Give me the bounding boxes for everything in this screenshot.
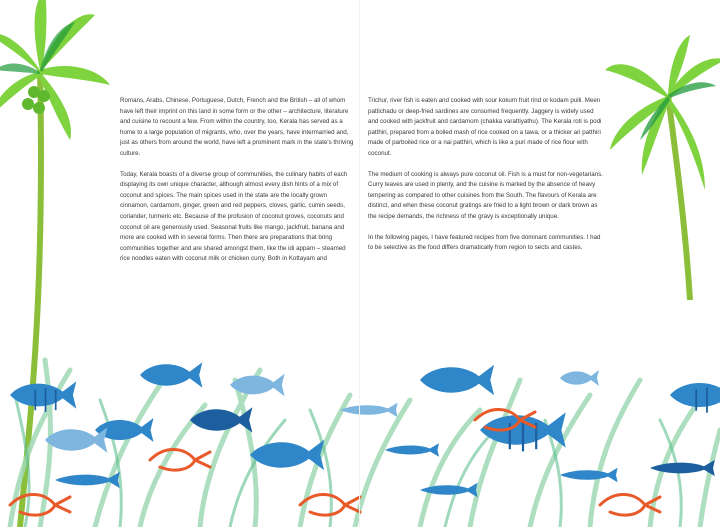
left-paragraph-1: Romans, Arabs, Chinese, Portuguese, Dutch, French and the British – all of whom have left their imprint on this land in some form or the other – architecture, literature and cuisine to recount a few. From within the country, too, Kerala has served as a home to a large population of migrants, who, over the years, have intermarried and, just as others from around the world, have left a prominent mark in the state's thriving culture. bbox=[120, 97, 354, 157]
page-gutter bbox=[359, 0, 360, 527]
right-paragraph-2: The medium of cooking is always pure coconut oil. Fish is a must for non-vegetarians. Curry leaves are used in plenty, and the cuisine is marked by the absence of heavy tempering as compared to other cuisines from the South. The flavours of Kerala are distinct, and when these coconut gratings are fried to a light brown or dark brown as the recipe demands, the richness of the gravy is exceptionally unique. bbox=[368, 170, 603, 220]
right-page-text bbox=[368, 96, 603, 264]
fish-icon bbox=[560, 370, 599, 386]
fish-icon bbox=[670, 381, 720, 410]
left-page-text bbox=[120, 96, 355, 275]
prawn-icon bbox=[10, 494, 70, 515]
palm-tree-right-icon bbox=[605, 35, 720, 300]
right-paragraph-1: Trichur, river fish is eaten and cooked with sour kokum fruit rind or kodam pulli. Meen pattichadu or deep-fried sardines are consumed frequently. Jaggery is widely used and cooked with jackfruit and cardamom (chakka varattiyathu). The Kerala roti is podi patthiri, prepared from a boiled mash of rice cooked on a tawa, or a thicker ari patthiri made of parboiled rice or a nai patthiri, which is like a puri made of rice flour with coconut. bbox=[368, 97, 602, 157]
seagrass-icon bbox=[10, 360, 720, 527]
fish-icon bbox=[560, 468, 618, 482]
fish-icon bbox=[140, 362, 202, 388]
prawn-icon bbox=[150, 449, 210, 470]
fish-icon bbox=[10, 381, 76, 408]
fish-icon bbox=[340, 403, 398, 417]
left-paragraph-2: Today, Kerala boasts of a diverse group of communities, the culinary habits of each displaying its own unique character, although almost every dish hints of a mix of coconut and spices. The main spices used in the state are the locally grown cinnamon, cardamom, ginger, green and red peppers, cloves, garlic, cumin seeds, coriander, turmeric etc. Because of the profusion of coconut groves, coconuts and coconut oil are generously used. Seasonal fruits like mango, jackfruit, banana and more are cooked with in several forms. Then there are preparations that bring communities together and are shared amongst them, like the idi appam – steamed rice noodles eaten with coconut milk or chicken curry. Both in Kottayam and bbox=[120, 170, 348, 263]
fish-icon bbox=[420, 365, 494, 395]
fish-icon bbox=[385, 443, 439, 457]
palm-tree-left-icon bbox=[0, 0, 110, 527]
right-paragraph-3: In the following pages, I have featured recipes from five dominant communities. I had to be selective as the food differs dramatically from region to sects and castes. bbox=[368, 233, 601, 252]
fish-icon bbox=[250, 440, 324, 470]
